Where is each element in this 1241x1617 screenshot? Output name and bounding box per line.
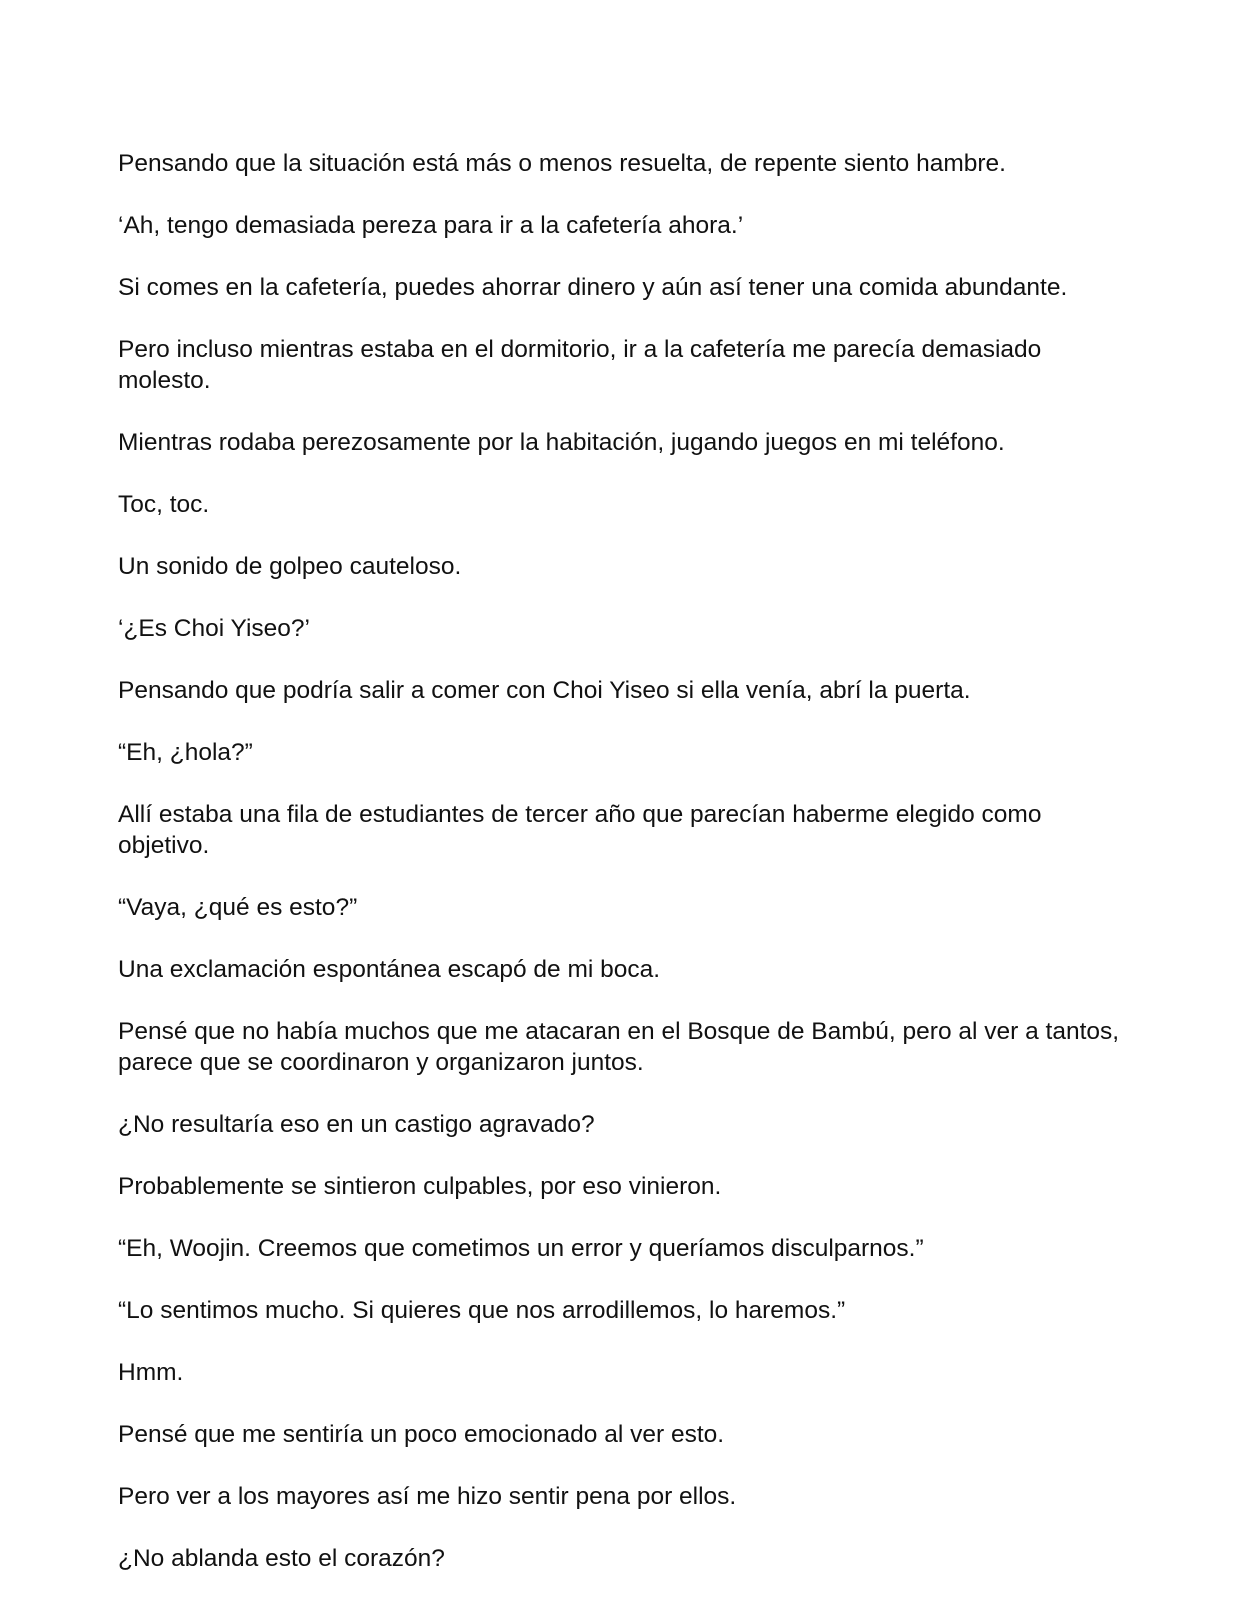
paragraph: Si comes en la cafetería, puedes ahorrar dinero y aún así tener una comida abundante. [118,274,1068,301]
paragraph: ¿No ablanda esto el corazón? [118,1545,445,1572]
paragraph: ‘¿Es Choi Yiseo?’ [118,615,311,642]
paragraph: Un sonido de golpeo cauteloso. [118,553,462,580]
paragraph: Toc, toc. [118,491,210,518]
paragraph: Pensé que no había muchos que me atacaran en el Bosque de Bambú, pero al ver a tantos, parece que se coordinaron y organizaron juntos. [118,1018,1120,1076]
paragraph: Pensando que podría salir a comer con Choi Yiseo si ella venía, abrí la puerta. [118,677,971,704]
paragraph: “Eh, ¿hola?” [118,739,253,766]
paragraph: Pero ver a los mayores así me hizo sentir pena por ellos. [118,1483,737,1510]
paragraph: Mientras rodaba perezosamente por la habitación, jugando juegos en mi teléfono. [118,429,1005,456]
paragraph: Hmm. [118,1359,184,1386]
paragraph: “Lo sentimos mucho. Si quieres que nos arrodillemos, lo haremos.” [118,1297,846,1324]
paragraph: “Vaya, ¿qué es esto?” [118,894,358,921]
paragraph: Probablemente se sintieron culpables, por eso vinieron. [118,1173,722,1200]
paragraph: Allí estaba una fila de estudiantes de tercer año que parecían haberme elegido como objetivo. [118,801,1042,859]
paragraph: Pensando que la situación está más o menos resuelta, de repente siento hambre. [118,150,1006,177]
paragraph: Pero incluso mientras estaba en el dormitorio, ir a la cafetería me parecía demasiado molesto. [118,336,1042,394]
paragraph: Pensé que me sentiría un poco emocionado al ver esto. [118,1421,725,1448]
paragraph: ¿No resultaría eso en un castigo agravado? [118,1111,595,1138]
paragraph: Una exclamación espontánea escapó de mi boca. [118,956,661,983]
paragraph: ‘Ah, tengo demasiada pereza para ir a la cafetería ahora.’ [118,212,744,239]
paragraph: “Eh, Woojin. Creemos que cometimos un error y queríamos disculparnos.” [118,1235,924,1262]
document-body [118,148,1128,1605]
